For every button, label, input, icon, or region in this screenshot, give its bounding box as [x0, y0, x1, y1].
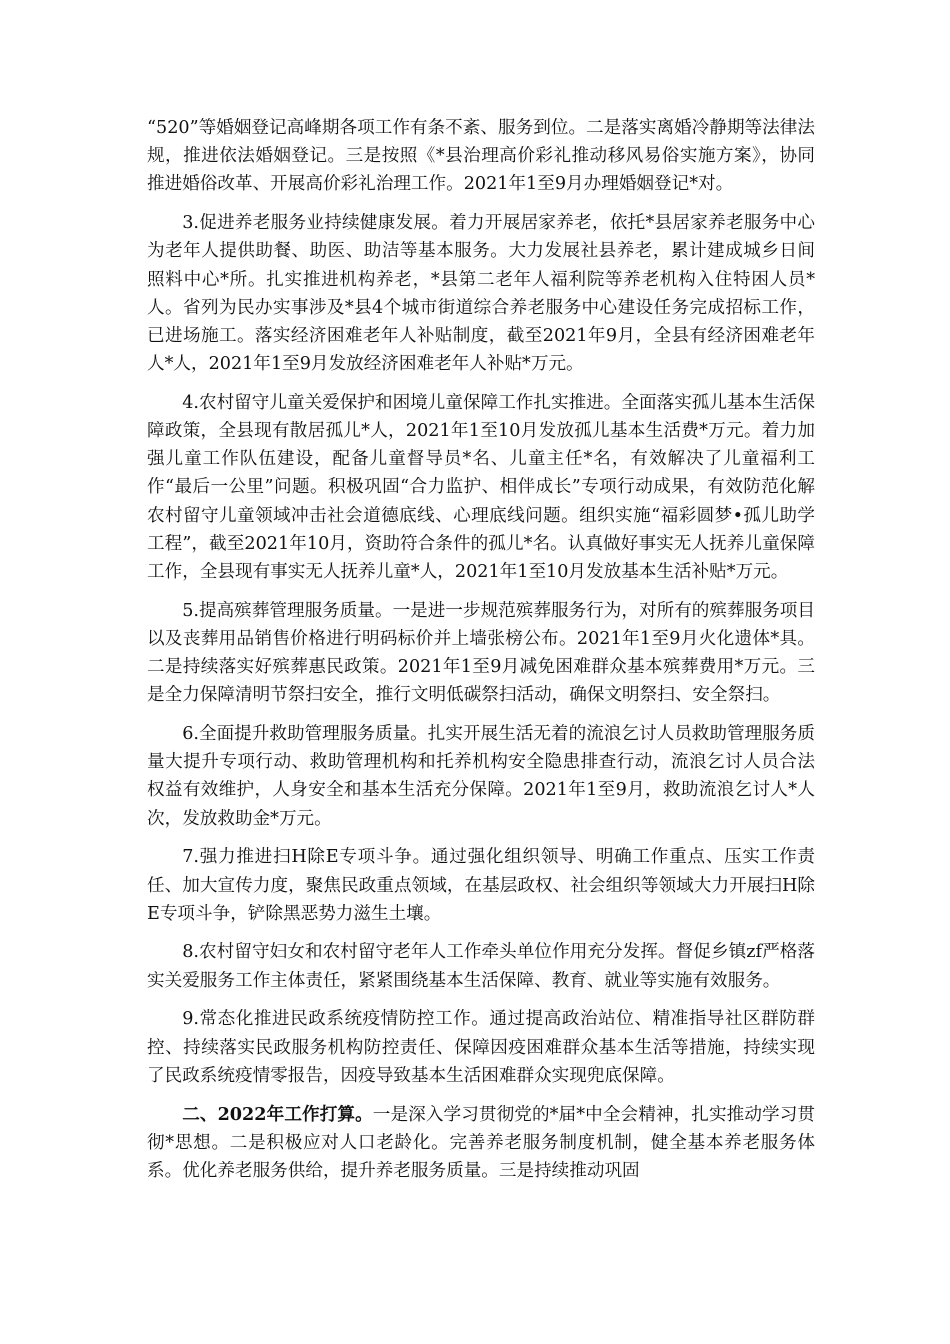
paragraph-children-protection: 4.农村留守儿童关爱保护和困境儿童保障工作扎实推进。全面落实孤儿基本生活保障政策，全县现有散居孤儿*人，2021年1至10月发放孤儿基本生活费*万元。着力加强儿童工作队伍建设，配备儿童督导员*名、儿童主任*名，有效解决了儿童福利工作“最后一公里”问题。积极巩固“合力监护、相伴成长”专项行动成果，有效防范化解农村留守儿童领域冲击社会道德底线、心理底线问题。组织实施“福彩圆梦•孤儿助学工程”，截至2021年10月，资助符合条件的孤儿*名。认真做好事实无人抚养儿童保障工作，全县现有事实无人抚养儿童*人，2021年1至10月发放基本生活补贴*万元。 — [147, 392, 815, 583]
paragraph-left-behind-women-elderly: 8.农村留守妇女和农村留守老年人工作牵头单位作用充分发挥。督促乡镇zf严格落实关爱服务工作主体责任，紧紧围绕基本生活保障、教育、就业等实施有效服务。 — [147, 942, 815, 991]
paragraph-rescue-management: 6.全面提升救助管理服务质量。扎实开展生活无着的流浪乞讨人员救助管理服务质量大提升专项行动、救助管理机构和托养机构安全隐患排查行动，流浪乞讨人员合法权益有效维护，人身安全和基本生活充分保障。2021年1至9月，救助流浪乞讨人*人次，发放救助金*万元。 — [147, 724, 815, 829]
section-text-2022: 一是深入学习贯彻党的*届*中全会精神，扎实推动学习贯彻*思想。二是积极应对人口老龄化。完善养老服务制度机制，健全基本养老服务体系。优化养老服务供给，提升养老服务质量。三是持续推动巩固 — [147, 1104, 815, 1181]
document-page — [147, 114, 815, 1196]
paragraph-2022-plan — [147, 1101, 815, 1186]
paragraph-marriage-continued: “520”等婚姻登记高峰期各项工作有条不紊、服务到位。二是落实离婚冷静期等法律法规，推进依法婚姻登记。三是按照《*县治理高价彩礼推动移风易俗实施方案》，协同推进婚俗改革、开展高价彩礼治理工作。2021年1至9月办理婚姻登记*对。 — [147, 118, 815, 195]
paragraph-funeral-management: 5.提高殡葬管理服务质量。一是进一步规范殡葬服务行为，对所有的殡葬服务项目以及丧葬用品销售价格进行明码标价并上墙张榜公布。2021年1至9月火化遗体*具。二是持续落实好殡葬惠民政策。2021年1至9月减免困难群众基本殡葬费用*万元。三是全力保障清明节祭扫安全，推行文明低碳祭扫活动，确保文明祭扫、安全祭扫。 — [147, 600, 815, 706]
paragraph-epidemic-control: 9.常态化推进民政系统疫情防控工作。通过提高政治站位、精准指导社区群防群控、持续落实民政服务机构防控责任、保障因疫困难群众基本生活等措施，持续实现了民政系统疫情零报告，因疫导致基本生活困难群众实现兜底保障。 — [147, 1009, 815, 1086]
paragraph-anti-crime: 7.强力推进扫H除E专项斗争。通过强化组织领导、明确工作重点、压实工作责任、加大宣传力度，聚焦民政重点领域，在基层政权、社会组织等领域大力开展扫H除E专项斗争，铲除黑恶势力滋生土壤。 — [147, 847, 815, 924]
section-heading-2022: 二、2022年工作打算。 — [182, 1103, 373, 1125]
paragraph-elderly-care: 3.促进养老服务业持续健康发展。着力开展居家养老，依托*县居家养老服务中心为老年人提供助餐、助医、助洁等基本服务。大力发展社县养老，累计建成城乡日间照料中心*所。扎实推进机构养老，*县第二老年人福利院等养老机构入住特困人员*人。省列为民办实事涉及*县4个城市街道综合养老服务中心建设任务完成招标工作，已进场施工。落实经济困难老年人补贴制度，截至2021年9月，全县有经济困难老年人*人，2021年1至9月发放经济困难老年人补贴*万元。 — [147, 213, 815, 375]
